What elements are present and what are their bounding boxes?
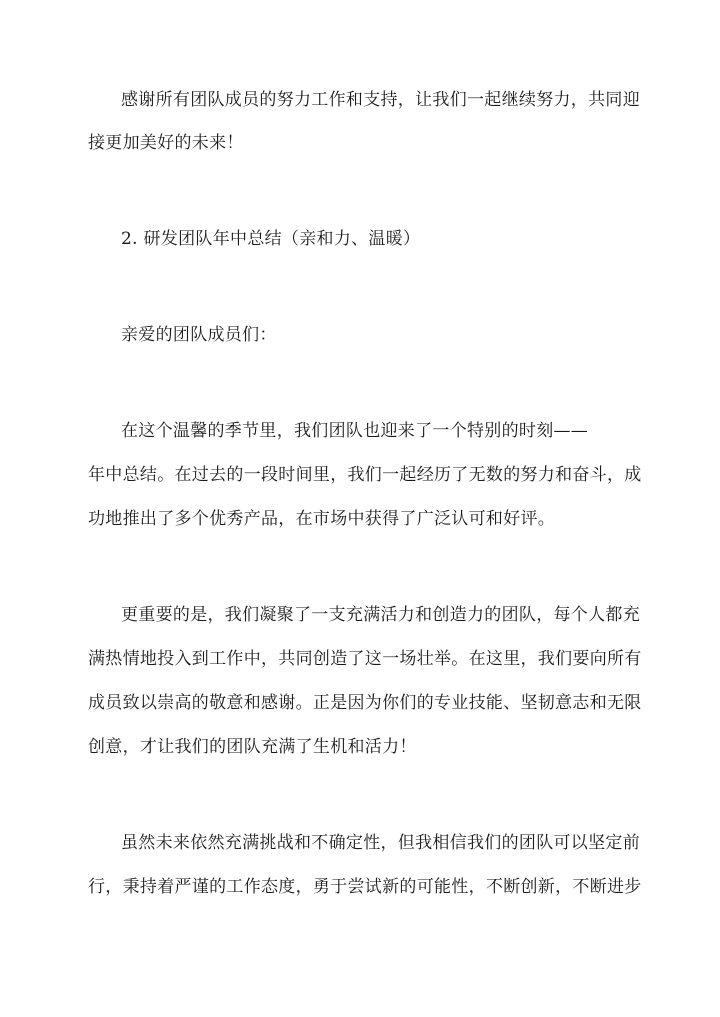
paragraph-line: 创意，才让我们的团队充满了生机和活力！ xyxy=(88,737,417,757)
paragraph-line: 更重要的是，我们凝聚了一支充满活力和创造力的团队，每个人都充 xyxy=(121,605,640,625)
paragraph-line: 成员致以崇高的敬意和感谢。正是因为你们的专业技能、坚韧意志和无限 xyxy=(88,693,642,713)
paragraph-line: 行，秉持着严谨的工作态度，勇于尝试新的可能性，不断创新，不断进步 xyxy=(88,877,642,897)
paragraph-line: 满热情地投入到工作中，共同创造了这一场壮举。在这里，我们要向所有 xyxy=(88,649,642,669)
paragraph-line: 在这个温馨的季节里，我们团队也迎来了一个特别的时刻—— xyxy=(121,421,589,441)
section-heading: 2. 研发团队年中总结（亲和力、温暖） xyxy=(121,229,421,249)
paragraph-line: 感谢所有团队成员的努力工作和支持，让我们一起继续努力，共同迎 xyxy=(121,90,640,110)
paragraph-line: 功地推出了多个优秀产品，在市场中获得了广泛认可和好评。 xyxy=(88,509,556,529)
salutation: 亲爱的团队成员们： xyxy=(121,325,277,345)
paragraph-line: 虽然未来依然充满挑战和不确定性，但我相信我们的团队可以坚定前 xyxy=(121,833,640,853)
paragraph-line: 接更加美好的未来！ xyxy=(88,133,244,153)
paragraph-line: 年中总结。在过去的一段时间里，我们一起经历了无数的努力和奋斗，成 xyxy=(88,465,642,485)
